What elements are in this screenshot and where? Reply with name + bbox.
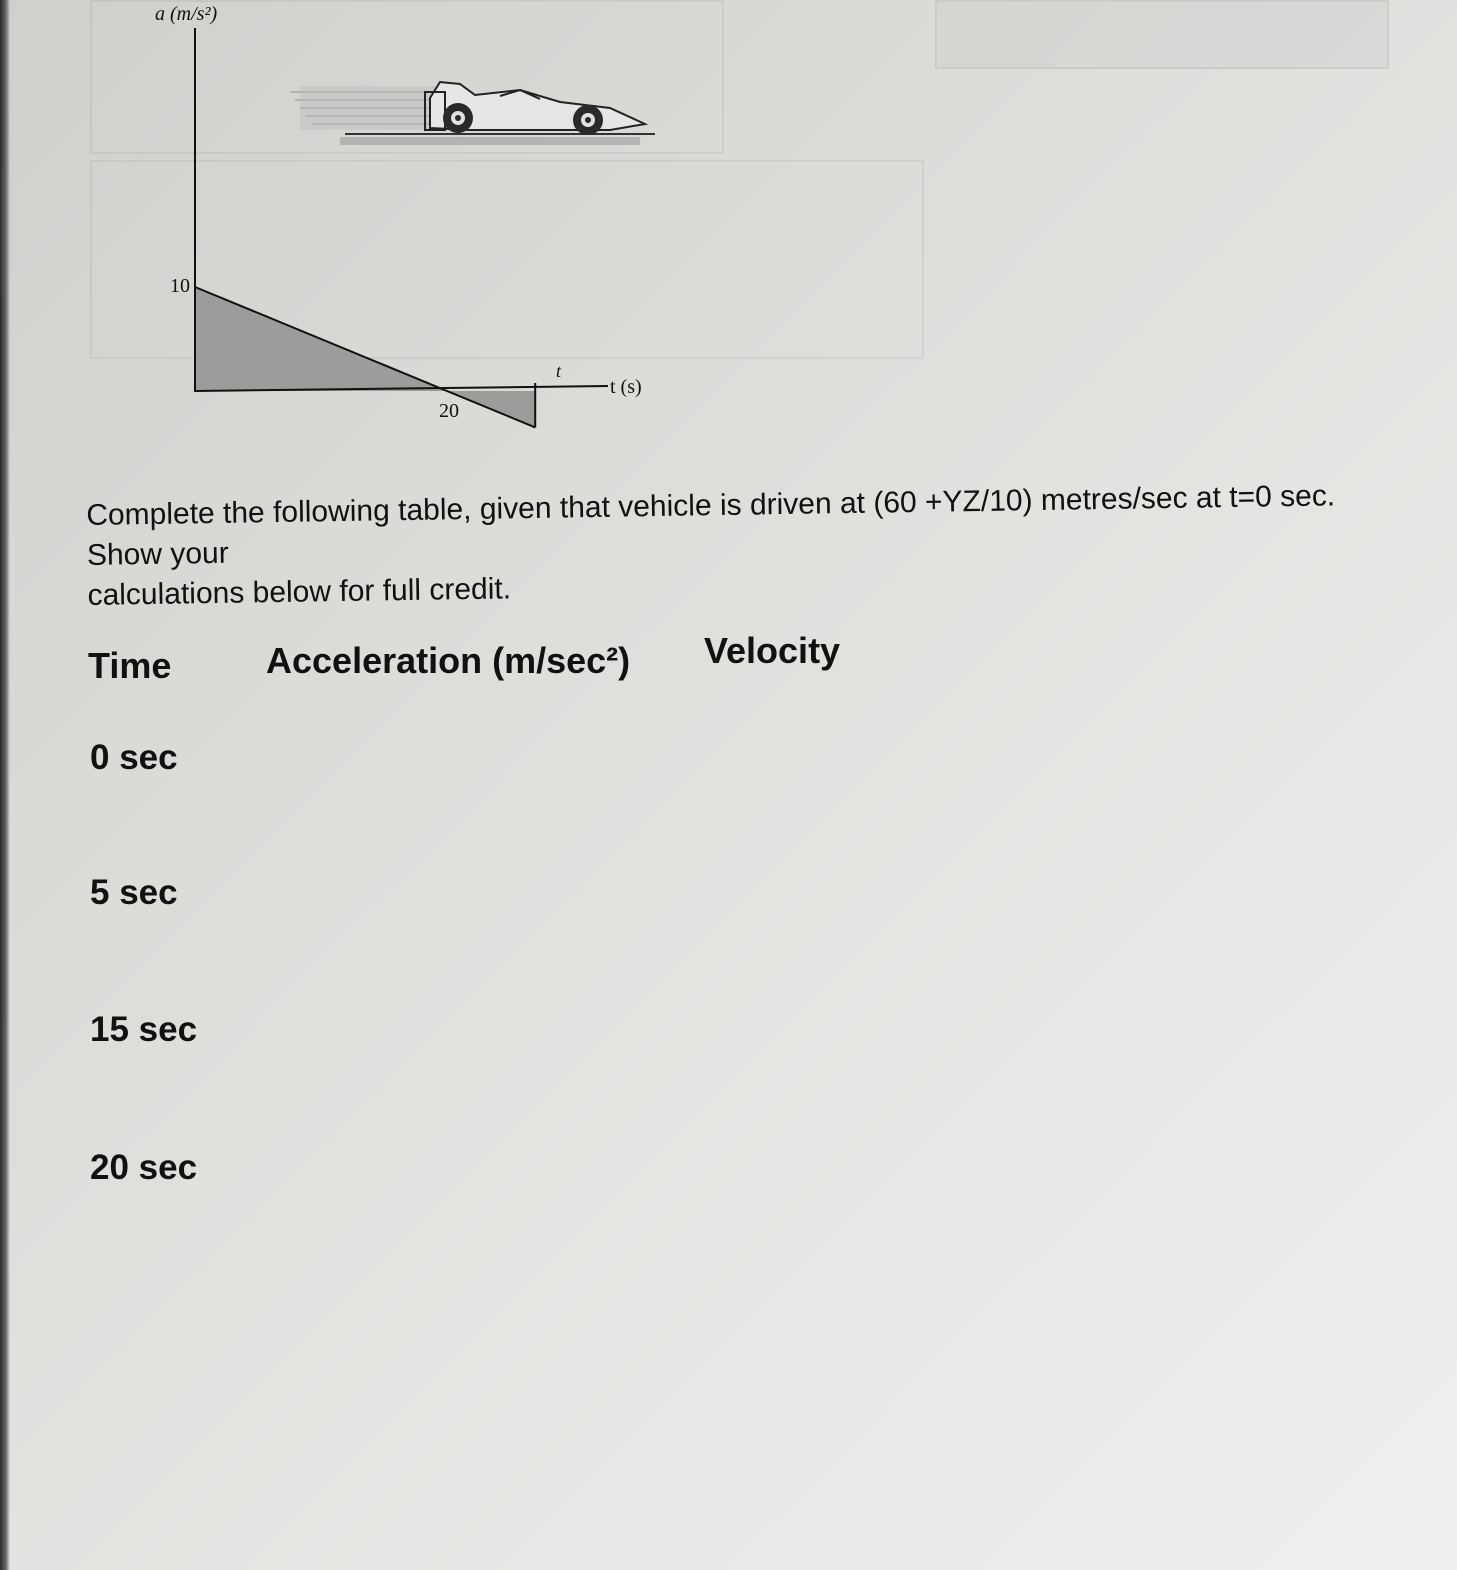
time-column-header: Time <box>88 645 172 686</box>
acceleration-time-graph <box>0 0 720 460</box>
x-axis-label: t (s) <box>610 376 642 398</box>
race-car-illustration <box>290 82 655 145</box>
y-tick-label: 10 <box>170 275 190 297</box>
y-axis-label: a (m/s²) <box>155 3 218 25</box>
prompt-line-2: calculations below for full credit. <box>87 572 512 612</box>
x-tick-label: 20 <box>439 400 459 422</box>
velocity-column-header: Velocity <box>704 630 841 671</box>
time-row-label: 20 sec <box>90 1148 198 1187</box>
prompt-line-1: Complete the following table, given that vehicle is driven at (60 +YZ/10) metres/sec at t=0 sec. Show your <box>86 479 1336 572</box>
time-row-label: 5 sec <box>90 873 178 912</box>
bleed-through-box <box>935 0 1389 69</box>
time-row-label: 15 sec <box>90 1010 198 1049</box>
question-prompt <box>86 475 1418 616</box>
acceleration-column-header: Acceleration (m/sec²) <box>266 640 631 681</box>
t-marker-label: t <box>556 361 562 381</box>
time-row-label: 0 sec <box>90 738 178 777</box>
